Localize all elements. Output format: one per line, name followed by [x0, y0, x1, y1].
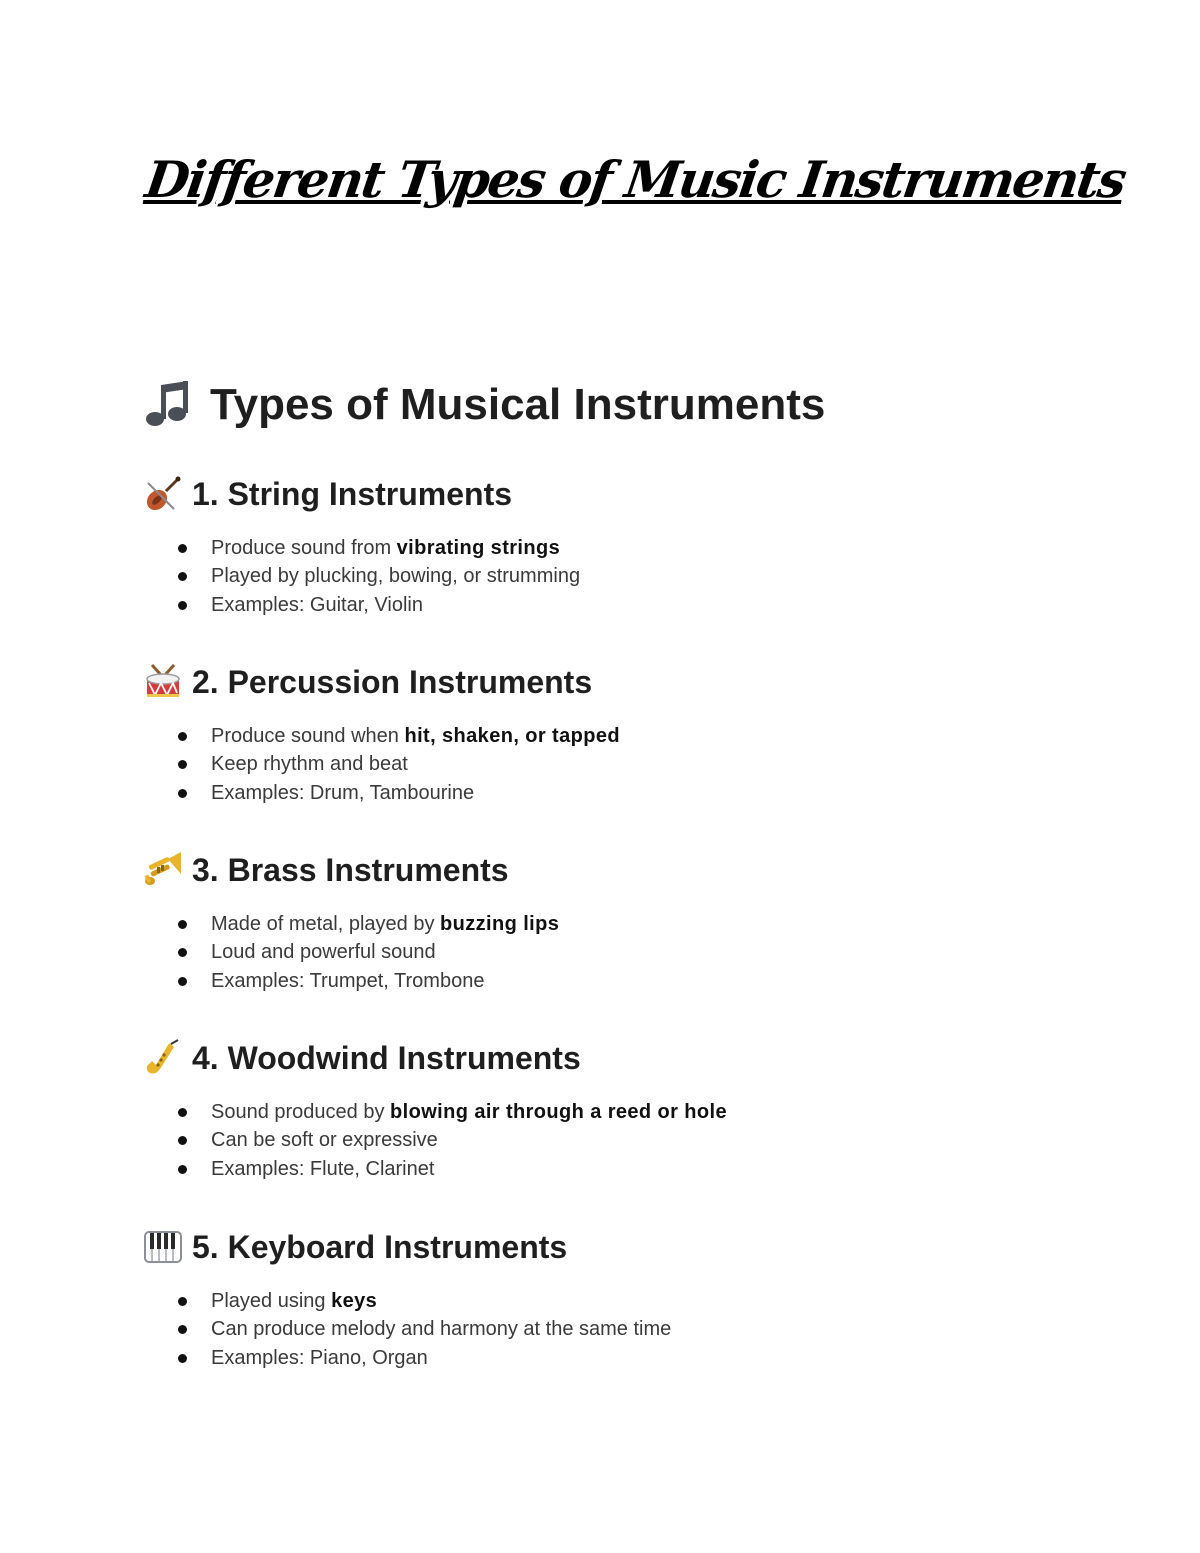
section-heading	[144, 850, 1144, 890]
list-item: Can be soft or expressive	[144, 1126, 727, 1154]
bullet-icon	[178, 601, 187, 610]
bullet-icon	[178, 1136, 187, 1145]
section-heading-text: 1. String Instruments	[192, 475, 513, 512]
bullet-icon	[178, 1108, 187, 1117]
bullet-list	[144, 910, 559, 995]
list-item: Examples: Guitar, Violin	[144, 591, 580, 619]
bullet-list	[144, 1287, 671, 1372]
bullet-icon	[178, 789, 187, 798]
list-item: Played by plucking, bowing, or strumming	[144, 562, 580, 590]
main-heading-text: Types of Musical Instruments	[210, 380, 826, 429]
bullet-icon	[178, 760, 187, 769]
list-item: Examples: Piano, Organ	[144, 1344, 671, 1372]
list-item: Made of metal, played by buzzing lips	[144, 910, 559, 938]
section-string-instruments	[144, 474, 1144, 616]
section-percussion-instruments	[144, 662, 1144, 804]
list-item: Can produce melody and harmony at the same time	[144, 1315, 671, 1343]
document-title: Different Types of Music Instruments	[142, 150, 1129, 209]
section-heading	[144, 1227, 1144, 1267]
bullet-icon	[178, 544, 187, 553]
bullet-icon	[178, 572, 187, 581]
bullet-icon	[178, 1325, 187, 1334]
list-item: Keep rhythm and beat	[144, 750, 620, 778]
violin-icon	[144, 475, 182, 513]
list-item: Produce sound from vibrating strings	[144, 534, 580, 562]
bullet-list	[144, 534, 580, 619]
section-heading-text: 4. Woodwind Instruments	[192, 1039, 581, 1076]
section-heading-text: 2. Percussion Instruments	[192, 663, 593, 700]
bullet-icon	[178, 1297, 187, 1306]
bullet-icon	[178, 1165, 187, 1174]
drum-icon	[144, 663, 182, 701]
section-heading	[144, 474, 1144, 514]
section-heading	[144, 1038, 1144, 1078]
section-keyboard-instruments	[144, 1227, 1144, 1369]
bullet-icon	[178, 732, 187, 741]
list-item: Examples: Flute, Clarinet	[144, 1155, 727, 1183]
saxophone-icon	[144, 1039, 182, 1077]
bullet-list	[144, 1098, 727, 1183]
section-brass-instruments	[144, 850, 1144, 992]
section-heading-text: 3. Brass Instruments	[192, 851, 509, 888]
list-item: Sound produced by blowing air through a reed or hole	[144, 1098, 727, 1126]
section-heading	[144, 662, 1144, 702]
list-item: Played using keys	[144, 1287, 671, 1315]
main-heading	[144, 380, 825, 430]
section-woodwind-instruments	[144, 1038, 1144, 1180]
list-item: Loud and powerful sound	[144, 938, 559, 966]
trumpet-icon	[144, 851, 182, 889]
piano-keys-icon	[144, 1228, 182, 1266]
list-item: Examples: Drum, Tambourine	[144, 779, 620, 807]
bullet-icon	[178, 977, 187, 986]
bullet-icon	[178, 920, 187, 929]
bullet-list	[144, 722, 620, 807]
bullet-icon	[178, 1354, 187, 1363]
list-item: Produce sound when hit, shaken, or tapped	[144, 722, 620, 750]
bullet-icon	[178, 948, 187, 957]
musical-note-icon	[144, 381, 194, 429]
section-heading-text: 5. Keyboard Instruments	[192, 1228, 568, 1265]
list-item: Examples: Trumpet, Trombone	[144, 967, 559, 995]
